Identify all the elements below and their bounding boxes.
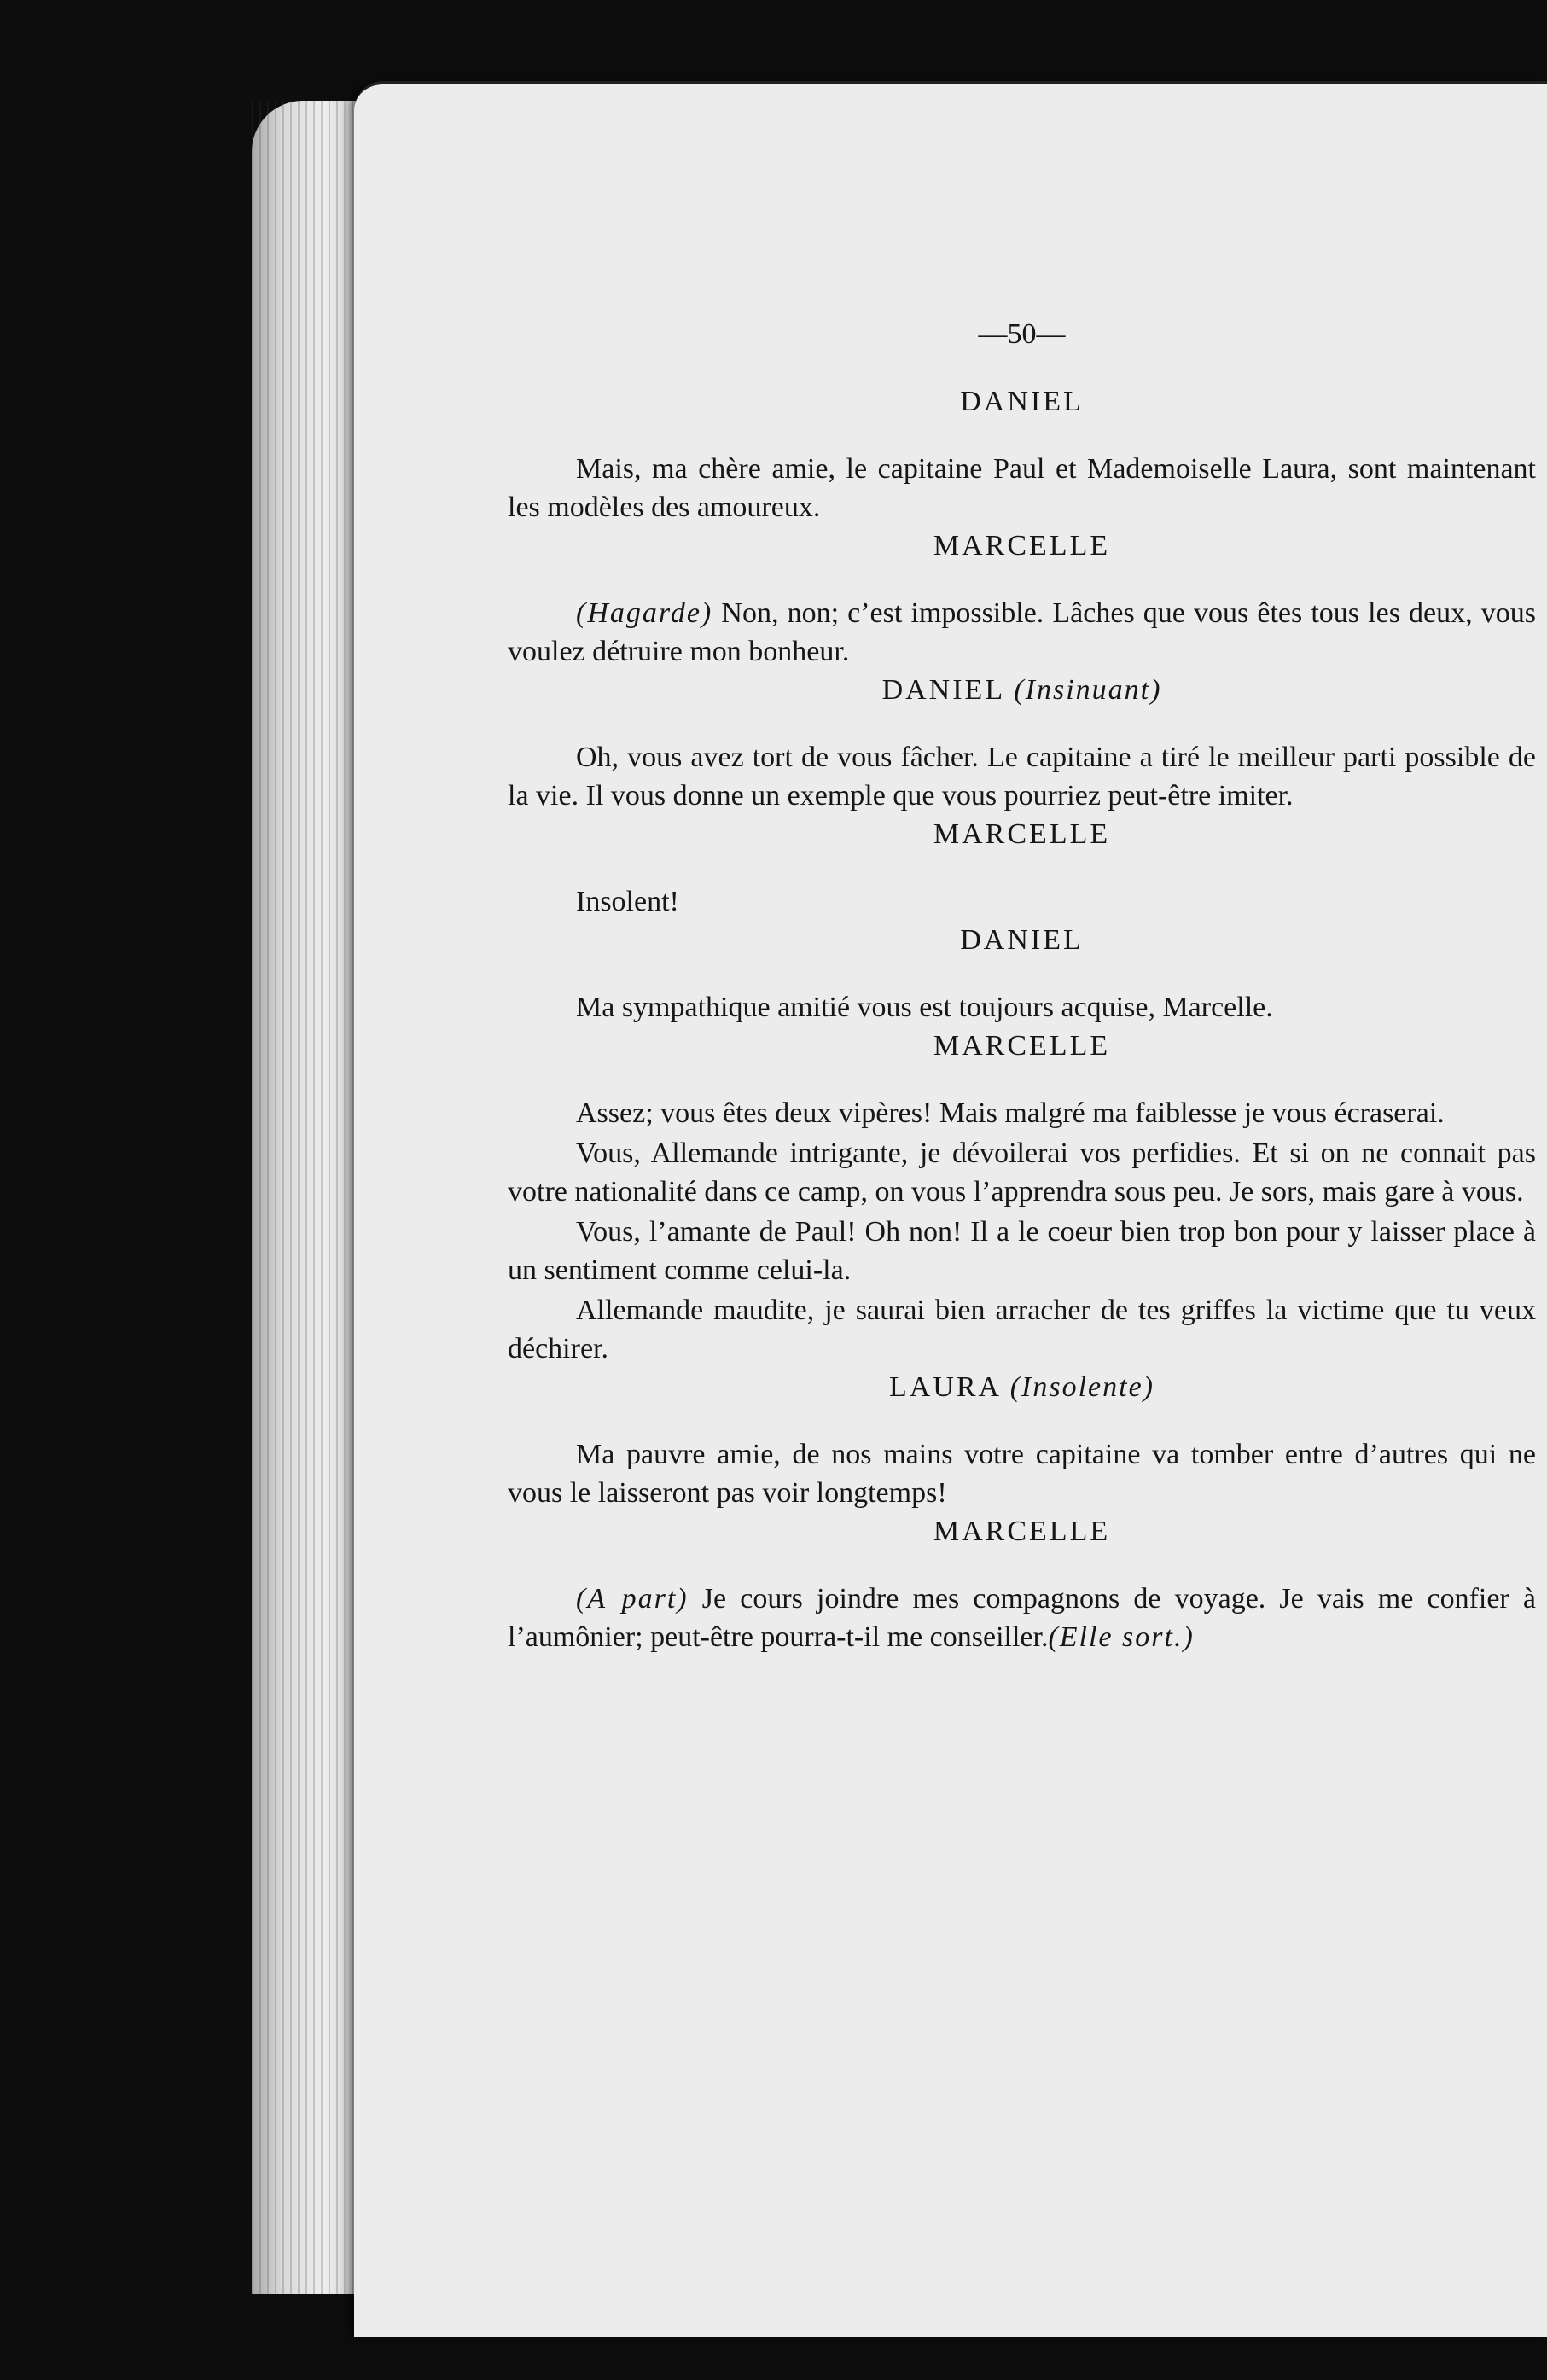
dialogue-line: Insolent!	[576, 886, 679, 917]
speaker-heading: LAURA (Insolente)	[888, 1371, 1154, 1403]
dialogue-line: Ma pauvre amie, de nos mains votre capitaine va tomber entre d’autres qui ne vous le laisseront pas voir longtemps!	[508, 1439, 1536, 1509]
dialogue-line: Ma sympathique amitié vous est toujours acquise, Marcelle.	[576, 992, 1273, 1023]
dialogue-block-daniel-3	[508, 921, 1536, 1027]
dialogue-line: Oh, vous avez tort de vous fâcher. Le capitaine a tiré le meilleur parti possible de la vie. Il vous donne un exemple que vous pourriez peut-être imiter.	[508, 742, 1536, 812]
dialogue-block-laura-1	[508, 1368, 1536, 1512]
speaker-heading: MARCELLE	[933, 530, 1111, 562]
speaker-heading: DANIEL (Insinuant)	[881, 674, 1162, 706]
closing-stage-direction: (Elle sort.)	[1048, 1621, 1195, 1653]
dialogue-line: Vous, Allemande intrigante, je dévoilerai vos perfidies. Et si on ne connait pas votre nationalité dans ce camp, on vous l’apprendra sous peu. Je sors, mais gare à vous.	[508, 1138, 1536, 1207]
speaker-heading: DANIEL	[960, 386, 1084, 417]
dialogue-line: (A part) Je cours joindre mes compagnons de voyage. Je vais me confier à l’aumônier; peut-être pourra-t-il me conseiller.(Elle sort.)	[508, 1583, 1536, 1653]
dialogue-block-marcelle-2	[508, 815, 1536, 921]
book-page	[354, 81, 1547, 2337]
dialogue-line: (Hagarde) Non, non; c’est impossible. Lâches que vous êtes tous les deux, vous voulez détruire mon bonheur.	[508, 597, 1536, 667]
dialogue-line: Allemande maudite, je saurai bien arracher de tes griffes la victime que tu veux déchirer.	[508, 1295, 1536, 1365]
stage-direction: (Insinuant)	[1014, 674, 1162, 706]
book-page-edges	[252, 101, 371, 2294]
page-number: —50—	[978, 318, 1066, 350]
speaker-heading: MARCELLE	[933, 818, 1111, 850]
speaker-heading: DANIEL	[960, 924, 1084, 956]
stage-direction: (Hagarde)	[576, 597, 713, 629]
dialogue-line: Assez; vous êtes deux vipères! Mais malgré ma faiblesse je vous écraserai.	[576, 1097, 1445, 1129]
dialogue-block-daniel-1	[508, 382, 1536, 527]
dialogue-block-marcelle-3	[508, 1027, 1536, 1368]
dialogue-line: Vous, l’amante de Paul! Oh non! Il a le coeur bien trop bon pour y laisser place à un sentiment comme celui-la.	[508, 1216, 1536, 1286]
speaker-heading: MARCELLE	[933, 1030, 1111, 1062]
stage-direction: (Insolente)	[1009, 1371, 1154, 1403]
dialogue-block-marcelle-4	[508, 1512, 1536, 1656]
dialogue-block-marcelle-1	[508, 527, 1536, 671]
speaker-heading: MARCELLE	[933, 1516, 1111, 1547]
dialogue-line: Mais, ma chère amie, le capitaine Paul et Mademoiselle Laura, sont maintenant les modèles des amoureux.	[508, 453, 1536, 523]
stage-direction: (A part)	[576, 1583, 689, 1615]
dialogue-block-daniel-2	[508, 671, 1536, 815]
page-text	[508, 315, 1536, 1656]
